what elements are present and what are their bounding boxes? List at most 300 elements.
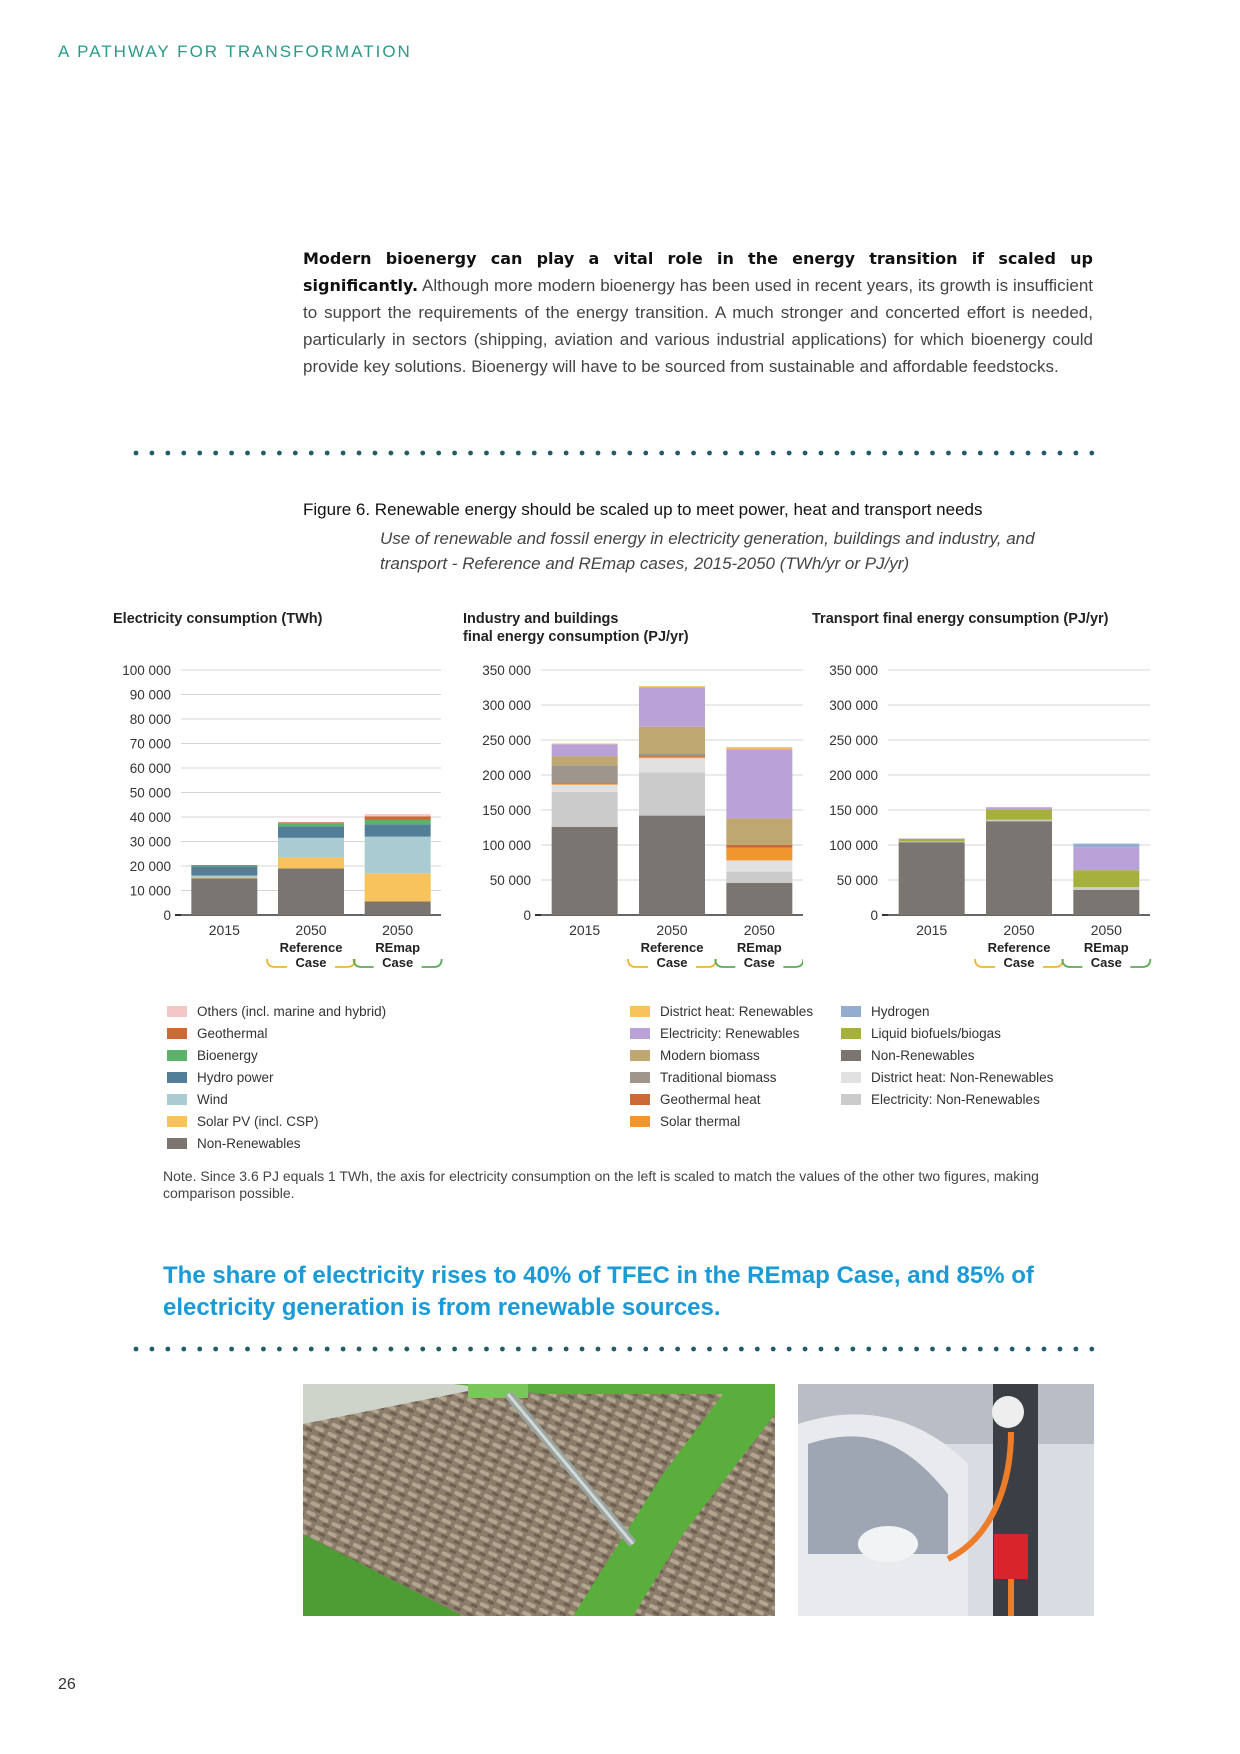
y-tick-label: 40 000 (129, 810, 171, 825)
bar-segment (726, 749, 792, 818)
divider-dot (803, 451, 808, 456)
divider-dot (835, 451, 840, 456)
running-header: A PATHWAY FOR TRANSFORMATION (58, 42, 412, 61)
divider-dot (325, 1347, 330, 1352)
legend-item (167, 1088, 386, 1110)
legend-swatch (630, 1094, 650, 1105)
legend-swatch (630, 1116, 650, 1127)
legend-swatch (841, 1072, 861, 1083)
bar-segment (278, 868, 344, 915)
y-tick-label: 30 000 (129, 834, 171, 850)
bar-segment (365, 873, 431, 901)
divider-dot (373, 451, 378, 456)
bar-segment (1073, 847, 1139, 870)
divider-dot (819, 1347, 824, 1352)
divider-dot (245, 451, 250, 456)
bar-segment (1073, 870, 1139, 887)
divider-dot (484, 451, 489, 456)
divider-dot (723, 1347, 728, 1352)
divider-dot (452, 1347, 457, 1352)
bar-segment (365, 824, 431, 836)
divider-dot (946, 451, 951, 456)
divider-dot (452, 451, 457, 456)
divider-dot (962, 451, 967, 456)
divider-dot (803, 1347, 808, 1352)
bar-segment (552, 756, 618, 765)
bar-segment (365, 902, 431, 915)
transport-chart (812, 610, 1152, 990)
y-tick-label: 70 000 (129, 736, 171, 752)
divider-dot (150, 451, 155, 456)
divider-dot (946, 1347, 951, 1352)
case-label: REmap (1083, 940, 1129, 955)
divider-dot (1010, 451, 1015, 456)
legend-label: Solar thermal (660, 1113, 741, 1129)
legend-item (167, 1044, 386, 1066)
figure-subtitle: Use of renewable and fossil energy in electricity generation, buildings and industry, and transport - Reference and REmap cases, 2015-2050 (TWh/yr or PJ/yr) (380, 529, 1035, 573)
bar-segment (191, 878, 257, 915)
x-tick-label: 2050 (1090, 922, 1122, 938)
case-label: REmap (736, 940, 782, 955)
divider-dot (612, 451, 617, 456)
y-tick-label: 200 000 (829, 768, 878, 783)
x-tick-label: 2050 (743, 922, 775, 938)
y-tick-label: 100 000 (829, 838, 878, 853)
case-label: Case (1090, 955, 1122, 970)
divider-dot (1073, 1347, 1078, 1352)
divider-dot (532, 451, 537, 456)
y-tick-label: 150 000 (829, 803, 878, 818)
divider-dot (436, 451, 441, 456)
legend-label: Others (incl. marine and hybrid) (197, 1003, 387, 1019)
x-tick-label: 2050 (1003, 922, 1035, 938)
bar-segment (639, 686, 705, 687)
legend-swatch (630, 1050, 650, 1061)
case-label: Reference (987, 940, 1051, 955)
legend-item (630, 1044, 813, 1066)
divider-dot (181, 1347, 186, 1352)
industry-buildings-chart (463, 610, 808, 990)
divider-dot (516, 451, 521, 456)
divider-dot (564, 451, 569, 456)
x-tick-label: 2050 (656, 922, 688, 938)
divider-dot (261, 1347, 266, 1352)
divider-dot (1042, 1347, 1047, 1352)
divider-dot (978, 451, 983, 456)
bar-segment (726, 860, 792, 871)
divider-dot (277, 451, 282, 456)
bar-segment (552, 784, 618, 785)
legend-item (630, 1110, 813, 1132)
bar-segment (986, 820, 1052, 821)
bar-segment (552, 792, 618, 827)
divider-dot (866, 1347, 871, 1352)
divider-dot (675, 451, 680, 456)
divider-dot (165, 451, 170, 456)
divider-dot (245, 1347, 250, 1352)
y-tick-label: 50 000 (836, 873, 878, 888)
y-tick-label: 300 000 (482, 698, 531, 713)
divider-dot (1073, 451, 1078, 456)
bar-segment (1073, 844, 1139, 848)
bar-segment (639, 757, 705, 758)
chart-plot (113, 660, 453, 990)
divider-dot (532, 1347, 537, 1352)
divider-dot (213, 451, 218, 456)
bar-segment (726, 883, 792, 915)
divider-dot (612, 1347, 617, 1352)
divider-dot (420, 1347, 425, 1352)
legend-swatch (841, 1006, 861, 1017)
legend-swatch (167, 1028, 187, 1039)
divider-dot (866, 451, 871, 456)
y-tick-label: 250 000 (829, 733, 878, 748)
transport-chart-title: Transport final energy consumption (PJ/yr) (812, 611, 1109, 627)
dotted-divider-top (133, 448, 1095, 458)
divider-dot (1026, 451, 1031, 456)
bar-segment (639, 688, 705, 727)
legend-swatch (167, 1094, 187, 1105)
divider-dot (1058, 451, 1063, 456)
divider-dot (643, 1347, 648, 1352)
divider-dot (675, 1347, 680, 1352)
legend-label: Hydrogen (871, 1003, 930, 1019)
bar-segment (639, 753, 705, 755)
y-tick-label: 300 000 (829, 698, 878, 713)
bar-segment (552, 827, 618, 915)
divider-dot (134, 1347, 139, 1352)
divider-dot (229, 451, 234, 456)
bar-segment (365, 820, 431, 824)
divider-dot (755, 451, 760, 456)
divider-dot (978, 1347, 983, 1352)
legend-label: Geothermal (197, 1025, 268, 1041)
legend-item (167, 1066, 386, 1088)
y-tick-label: 250 000 (482, 733, 531, 748)
legend-item (630, 1066, 813, 1088)
divider-dot (404, 1347, 409, 1352)
divider-dot (309, 1347, 314, 1352)
bar-segment (191, 865, 257, 866)
divider-dot (691, 1347, 696, 1352)
legend-item (841, 1066, 1053, 1088)
divider-dot (914, 1347, 919, 1352)
callout-text: The share of electricity rises to 40% of TFEC in the REmap Case, and 85% of electricity generation is from renewable sources. (163, 1262, 1034, 1321)
bar-segment (639, 727, 705, 754)
divider-dot (548, 1347, 553, 1352)
divider-dot (388, 1347, 393, 1352)
bar-segment (365, 814, 431, 816)
divider-dot (500, 1347, 505, 1352)
divider-dot (771, 1347, 776, 1352)
divider-dot (277, 1347, 282, 1352)
bar-segment (726, 845, 792, 848)
x-tick-label: 2015 (569, 922, 601, 938)
electric-car-charging-photo (798, 1384, 1094, 1616)
x-tick-label: 2015 (208, 922, 240, 938)
divider-dot (930, 1347, 935, 1352)
divider-dot (373, 1347, 378, 1352)
legend-item (167, 1022, 386, 1044)
bar-segment (365, 816, 431, 820)
divider-dot (293, 1347, 298, 1352)
divider-dot (261, 451, 266, 456)
legend-label: Modern biomass (660, 1047, 760, 1063)
divider-dot (994, 451, 999, 456)
legend-item (841, 1000, 1053, 1022)
divider-dot (850, 1347, 855, 1352)
divider-dot (165, 1347, 170, 1352)
divider-dot (580, 451, 585, 456)
bar-segment (639, 816, 705, 915)
chart-plot (463, 660, 803, 990)
legend-label: Wind (197, 1091, 228, 1107)
legend-item (167, 1110, 386, 1132)
chart-plot (812, 660, 1152, 990)
legend-label: Non-Renewables (871, 1047, 975, 1063)
y-tick-label: 150 000 (482, 803, 531, 818)
bar-segment (1073, 890, 1139, 915)
bar-segment (278, 822, 344, 823)
y-tick-label: 50 000 (489, 873, 531, 888)
legend-swatch (167, 1006, 187, 1017)
legend-swatch (167, 1072, 187, 1083)
divider-dot (850, 451, 855, 456)
divider-dot (659, 451, 664, 456)
divider-dot (882, 451, 887, 456)
divider-dot (739, 451, 744, 456)
divider-dot (293, 451, 298, 456)
bar-segment (191, 866, 257, 875)
legend-label: Traditional biomass (660, 1069, 777, 1085)
bar-segment (365, 837, 431, 874)
divider-dot (627, 451, 632, 456)
divider-dot (229, 1347, 234, 1352)
divider-dot (1026, 1347, 1031, 1352)
divider-dot (500, 451, 505, 456)
divider-dot (150, 1347, 155, 1352)
bar-segment (1073, 887, 1139, 890)
bar-segment (899, 839, 965, 842)
divider-dot (213, 1347, 218, 1352)
divider-dot (1058, 1347, 1063, 1352)
divider-dot (962, 1347, 967, 1352)
divider-dot (691, 451, 696, 456)
y-tick-label: 100 000 (122, 663, 171, 678)
divider-dot (835, 1347, 840, 1352)
divider-dot (739, 1347, 744, 1352)
bar-segment (726, 747, 792, 749)
case-label: Case (743, 955, 775, 970)
divider-dot (819, 451, 824, 456)
divider-dot (707, 451, 712, 456)
intro-lead: Modern bioenergy can play a vital role in the energy transition if scaled up significantly. (303, 249, 1093, 295)
divider-dot (659, 1347, 664, 1352)
divider-dot (420, 451, 425, 456)
divider-dot (787, 1347, 792, 1352)
y-tick-label: 90 000 (129, 687, 171, 703)
divider-dot (325, 451, 330, 456)
x-tick-label: 2050 (295, 922, 327, 938)
electricity-chart (113, 610, 453, 990)
bar-segment (899, 842, 965, 915)
legend-swatch (630, 1072, 650, 1083)
legend-label: Bioenergy (197, 1047, 258, 1063)
bar-segment (552, 785, 618, 792)
divider-dot (1010, 1347, 1015, 1352)
divider-dot (564, 1347, 569, 1352)
y-tick-label: 0 (870, 908, 878, 923)
bar-segment (726, 818, 792, 845)
x-tick-label: 2050 (382, 922, 414, 938)
legend-label: Solar PV (incl. CSP) (197, 1113, 319, 1129)
divider-dot (357, 451, 362, 456)
legend-label: Liquid biofuels/biogas (871, 1025, 1001, 1041)
y-tick-label: 100 000 (482, 838, 531, 853)
y-tick-label: 0 (163, 908, 171, 923)
legend-item (167, 1132, 386, 1154)
bar-segment (986, 809, 1052, 820)
legend-swatch (167, 1050, 187, 1061)
bar-segment (986, 821, 1052, 915)
divider-dot (787, 451, 792, 456)
legend-swatch (630, 1006, 650, 1017)
divider-dot (341, 1347, 346, 1352)
bar-segment (278, 857, 344, 868)
bar-segment (552, 783, 618, 784)
case-label: Case (382, 955, 414, 970)
bar-segment (639, 758, 705, 772)
legend-label: Non-Renewables (197, 1135, 301, 1151)
divider-dot (197, 451, 202, 456)
y-tick-label: 60 000 (129, 761, 171, 776)
case-label: Case (1003, 955, 1035, 970)
divider-dot (627, 1347, 632, 1352)
figure-note: Note. Since 3.6 PJ equals 1 TWh, the axis for electricity consumption on the left is scaled to match the values of the other two figures, making comparison possible. (163, 1168, 1039, 1201)
legend-label: Geothermal heat (660, 1091, 761, 1107)
bar-segment (639, 772, 705, 815)
legend-label: District heat: Renewables (660, 1003, 814, 1019)
divider-dot (341, 451, 346, 456)
case-label: Reference (640, 940, 704, 955)
divider-dot (484, 1347, 489, 1352)
case-label: REmap (375, 940, 421, 955)
divider-dot (134, 451, 139, 456)
divider-dot (1042, 451, 1047, 456)
bar-segment (726, 872, 792, 883)
page-number: 26 (58, 1676, 76, 1693)
divider-dot (468, 1347, 473, 1352)
legend-item (841, 1022, 1053, 1044)
legend-swatch (167, 1138, 187, 1149)
bar-segment (552, 744, 618, 756)
legend-label: District heat: Non-Renewables (871, 1069, 1054, 1085)
legend-swatch (167, 1116, 187, 1127)
bar-segment (552, 744, 618, 745)
legend-item (167, 1000, 386, 1022)
y-tick-label: 350 000 (482, 663, 531, 678)
y-tick-label: 20 000 (129, 859, 171, 874)
divider-dot (930, 451, 935, 456)
bar-segment (899, 842, 965, 843)
figure-title: Figure 6. Renewable energy should be scaled up to meet power, heat and transport needs (303, 500, 983, 519)
divider-dot (580, 1347, 585, 1352)
divider-dot (404, 451, 409, 456)
divider-dot (309, 451, 314, 456)
bar-segment (191, 878, 257, 879)
wood-pellets-photo (303, 1384, 775, 1616)
divider-dot (436, 1347, 441, 1352)
legend-item (630, 1088, 813, 1110)
y-tick-label: 80 000 (129, 712, 171, 727)
x-tick-label: 2015 (916, 922, 948, 938)
y-tick-label: 0 (523, 908, 531, 923)
electricity-chart-title: Electricity consumption (TWh) (113, 611, 323, 627)
bar-segment (552, 765, 618, 783)
bar-segment (639, 755, 705, 756)
y-tick-label: 10 000 (129, 883, 171, 899)
legend-label: Electricity: Non-Renewables (871, 1091, 1040, 1107)
divider-dot (723, 451, 728, 456)
divider-dot (898, 1347, 903, 1352)
legend-swatch (841, 1050, 861, 1061)
divider-dot (388, 451, 393, 456)
y-tick-label: 50 000 (129, 785, 171, 801)
intro-paragraph (303, 245, 1093, 380)
bar-segment (726, 848, 792, 861)
divider-dot (771, 451, 776, 456)
legend-item (630, 1022, 813, 1044)
divider-dot (994, 1347, 999, 1352)
bar-segment (986, 807, 1052, 809)
divider-dot (882, 1347, 887, 1352)
divider-dot (516, 1347, 521, 1352)
divider-dot (181, 451, 186, 456)
legend-item (841, 1044, 1053, 1066)
case-label: Case (656, 955, 688, 970)
industry-chart-title: Industry and buildings final energy consumption (PJ/yr) (463, 611, 689, 645)
divider-dot (197, 1347, 202, 1352)
divider-dot (468, 451, 473, 456)
divider-dot (357, 1347, 362, 1352)
case-label: Case (295, 955, 327, 970)
divider-dot (898, 451, 903, 456)
legend-swatch (841, 1028, 861, 1039)
divider-dot (1089, 1347, 1094, 1352)
y-tick-label: 350 000 (829, 663, 878, 678)
bar-segment (278, 826, 344, 838)
bar-segment (899, 838, 965, 839)
case-label: Reference (279, 940, 343, 955)
legend-swatch (841, 1094, 861, 1105)
legend-label: Electricity: Renewables (660, 1025, 800, 1041)
divider-dot (755, 1347, 760, 1352)
legend-item (630, 1000, 813, 1022)
y-tick-label: 200 000 (482, 768, 531, 783)
bar-segment (278, 823, 344, 826)
bar-segment (191, 876, 257, 878)
legend-swatch (630, 1028, 650, 1039)
divider-dot (596, 1347, 601, 1352)
divider-dot (548, 451, 553, 456)
dotted-divider-bottom (133, 1344, 1095, 1354)
legend-item (841, 1088, 1053, 1110)
divider-dot (1089, 451, 1094, 456)
legend-label: Hydro power (197, 1069, 274, 1085)
intro-text: Although more modern bioenergy has been used in recent years, its growth is insufficient to support the requirements of the energy transition. A much stronger and concerted effort is needed, particularly in sectors (shipping, aviation and various industrial applications) for which bioenergy could provide key solutions. Bioenergy will have to be sourced from sustainable and affordable feedstocks. (303, 276, 1093, 376)
divider-dot (707, 1347, 712, 1352)
divider-dot (596, 451, 601, 456)
